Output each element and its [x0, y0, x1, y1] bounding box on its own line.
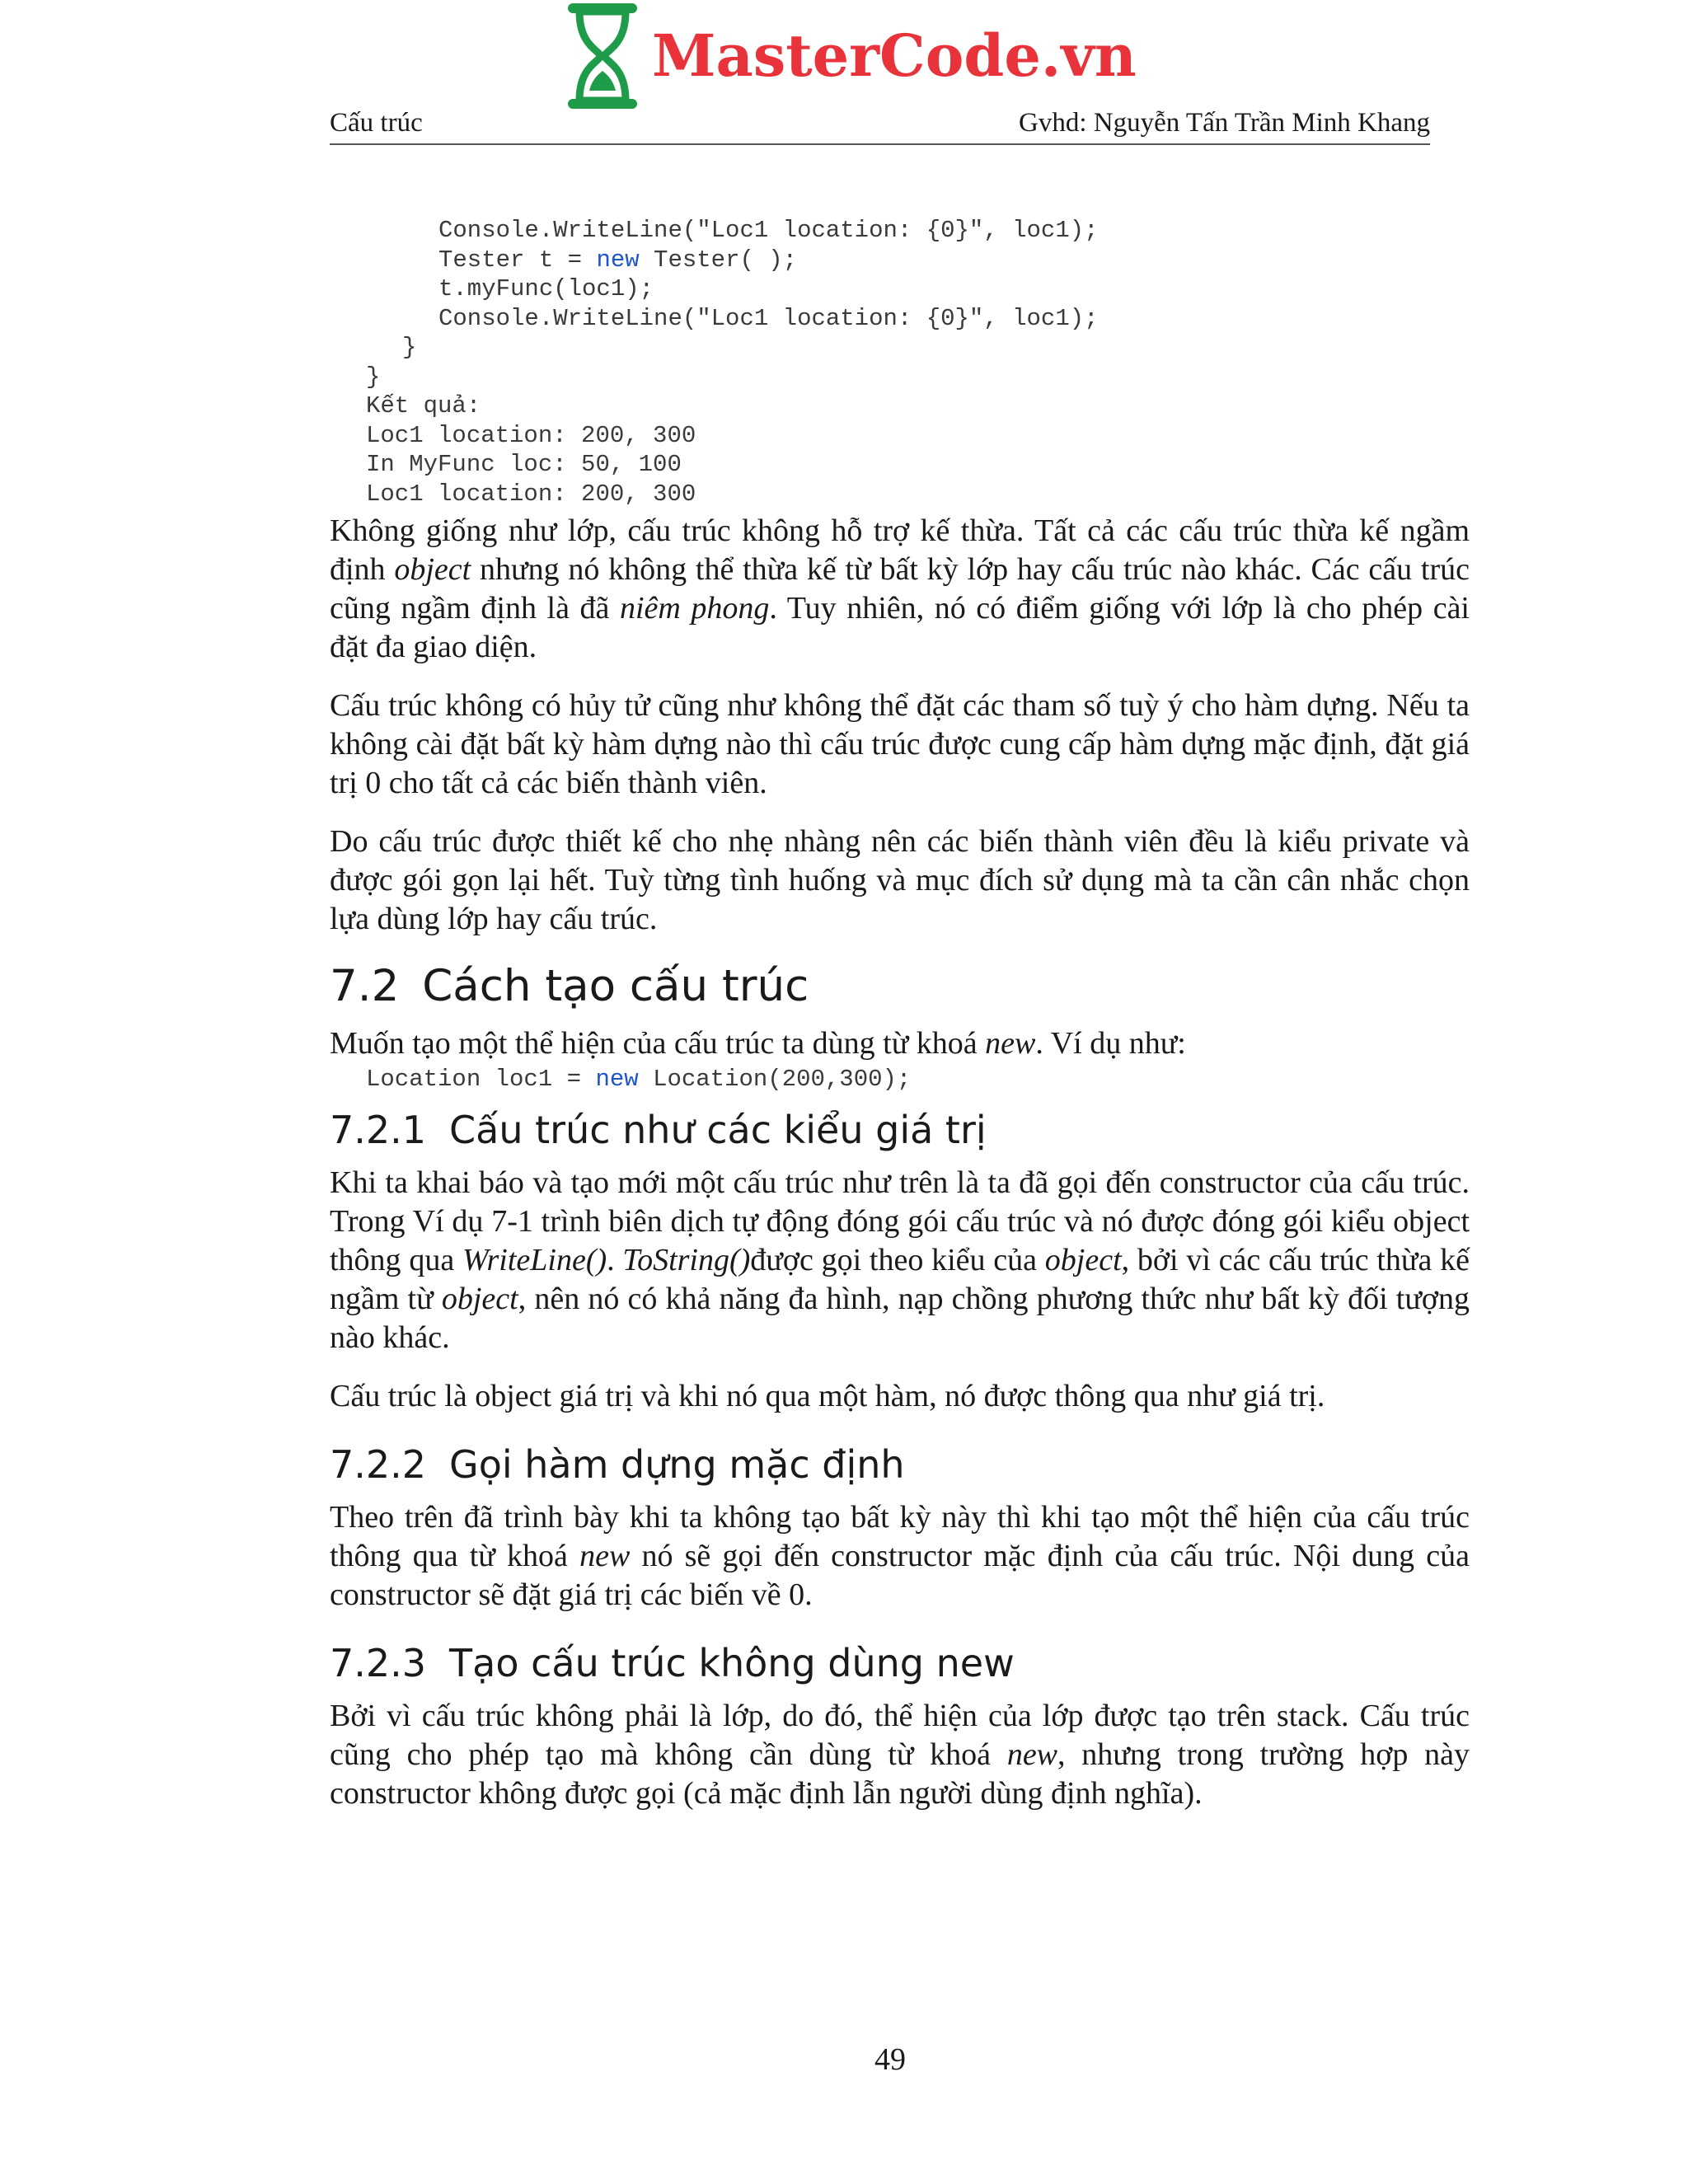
text-run: , nên nó có khả năng đa hình, nạp chồng phương thức như bất kỳ đối tượng nào khác. — [330, 1281, 1470, 1355]
page-content — [330, 216, 1470, 1813]
text-italic: niêm phong — [619, 591, 770, 626]
text-run: Bởi vì cấu trúc không phải là lớp, do đó, thể hiện của lớp được tạo trên stack. Cấu trúc cũng cho phép tạo mà không cần dùng từ khoá — [330, 1698, 1470, 1772]
section-title: Cấu trúc như các kiểu giá trị — [449, 1107, 987, 1152]
text-run: nhưng nó không thể thừa kế từ bất kỳ lớp hay cấu trúc nào khác. Các cấu trúc cũng ngầm định là đã — [330, 552, 1470, 626]
text-italic: ToString() — [622, 1242, 751, 1277]
section-heading-7-2-2 — [330, 1441, 1470, 1488]
header-chapter-title: Cấu trúc — [330, 108, 423, 138]
code-line: Console.WriteLine("Loc1 location: {0}", loc1); — [438, 217, 1099, 244]
text-run: Theo trên đã trình bày khi ta không tạo bất kỳ này thì khi tạo một thể hiện của cấu trúc thông qua từ khoá — [330, 1499, 1470, 1573]
code-line: Loc1 location: 200, 300 — [366, 480, 696, 508]
text-italic: object — [1044, 1242, 1122, 1277]
text-run: được gọi theo kiểu của — [750, 1242, 1045, 1277]
code-keyword: new — [596, 246, 640, 274]
code-text: Tester( ); — [639, 246, 798, 274]
code-text: Location(200,300); — [638, 1066, 912, 1093]
text-run: Muốn tạo một thể hiện của cấu trúc ta dùng từ khoá — [330, 1026, 986, 1061]
section-title: Tạo cấu trúc không dùng new — [449, 1640, 1015, 1685]
code-line: t.myFunc(loc1); — [438, 275, 654, 302]
site-logo — [565, 0, 1137, 111]
code-block-example — [330, 216, 1470, 509]
section-title: Gọi hàm dựng mặc định — [449, 1441, 905, 1487]
paragraph-default-constructor — [330, 1498, 1470, 1615]
paragraph-value-types — [330, 1164, 1470, 1357]
code-block-new — [330, 1065, 1470, 1094]
code-text: Location loc1 = — [366, 1066, 596, 1093]
text-run: , bởi vì các cấu trúc thừa kế ngầm từ — [330, 1242, 1470, 1316]
section-number: 7.2.3 — [330, 1640, 427, 1685]
section-number: 7.2 — [330, 961, 400, 1011]
header-instructor: Gvhd: Nguyễn Tấn Trần Minh Khang — [1019, 108, 1430, 138]
text-run: nó sẽ gọi đến constructor mặc định của cấu trúc. Nội dung của constructor sẽ đặt giá trị các biến về 0. — [330, 1538, 1470, 1612]
paragraph-constructor: Cấu trúc không có hủy tử cũng như không thể đặt các tham số tuỳ ý cho hàm dựng. Nếu ta không cài đặt bất kỳ hàm dựng nào thì cấu trúc được cung cấp hàm dựng mặc định, đặt giá trị 0 cho tất cả các biến thành viên. — [330, 688, 1470, 800]
code-line: Loc1 location: 200, 300 — [366, 421, 696, 449]
code-text: Tester t = — [438, 246, 597, 274]
text-italic: object — [441, 1281, 518, 1316]
paragraph-create — [330, 1024, 1470, 1063]
section-heading-7-2-1 — [330, 1106, 1470, 1154]
text-italic: new — [985, 1026, 1036, 1061]
code-line: } — [402, 334, 417, 361]
paragraph-inheritance — [330, 512, 1470, 667]
page-header — [330, 104, 1430, 145]
section-heading-7-2-3 — [330, 1639, 1470, 1687]
code-line: } — [366, 363, 381, 391]
text-italic: new — [579, 1538, 631, 1573]
paragraph-members: Do cấu trúc được thiết kế cho nhẹ nhàng nên các biến thành viên đều là kiểu private và được gói gọn lại hết. Tuỳ từng tình huống và mục đích sử dụng mà ta cần cân nhắc chọn lựa dùng lớp hay cấu trúc. — [330, 824, 1470, 936]
text-run: . Ví dụ như: — [1035, 1026, 1186, 1061]
section-title: Cách tạo cấu trúc — [422, 961, 809, 1011]
page-number: 49 — [874, 2042, 906, 2077]
code-line: In MyFunc loc: 50, 100 — [366, 451, 682, 478]
code-line — [330, 246, 797, 274]
hourglass-icon — [565, 2, 640, 110]
text-run: . — [607, 1242, 623, 1277]
text-run: Không giống như lớp, cấu trúc không hỗ trợ kế thừa. Tất cả các cấu trúc thừa kế ngầm định — [330, 513, 1470, 587]
text-italic: WriteLine() — [462, 1242, 607, 1277]
section-number: 7.2.1 — [330, 1107, 427, 1152]
section-number: 7.2.2 — [330, 1441, 427, 1487]
paragraph-without-new — [330, 1697, 1470, 1813]
code-keyword: new — [595, 1066, 639, 1093]
text-run: Khi ta khai báo và tạo mới một cấu trúc như trên là ta đã gọi đến constructor của cấu trúc. Trong Ví dụ 7-1 trình biên dịch tự động đóng gói cấu trúc và nó được đóng gói kiểu object thông qua — [330, 1165, 1470, 1277]
section-heading-7-2 — [330, 960, 1470, 1013]
code-line: Kết quả: — [366, 392, 481, 419]
text-italic: new — [1006, 1736, 1058, 1772]
text-run: . Tuy nhiên, nó có điểm giống với lớp là cho phép cài đặt đa giao diện. — [330, 591, 1470, 664]
text-run: , nhưng trong trường hợp này constructor không được gọi (cả mặc định lẫn người dùng định nghĩa). — [330, 1736, 1470, 1811]
text-italic: object — [394, 552, 471, 587]
paragraph-value-object: Cấu trúc là object giá trị và khi nó qua một hàm, nó được thông qua như giá trị. — [330, 1378, 1325, 1413]
code-line: Console.WriteLine("Loc1 location: {0}", loc1); — [438, 304, 1099, 332]
logo-text: MasterCode.vn — [652, 21, 1137, 90]
